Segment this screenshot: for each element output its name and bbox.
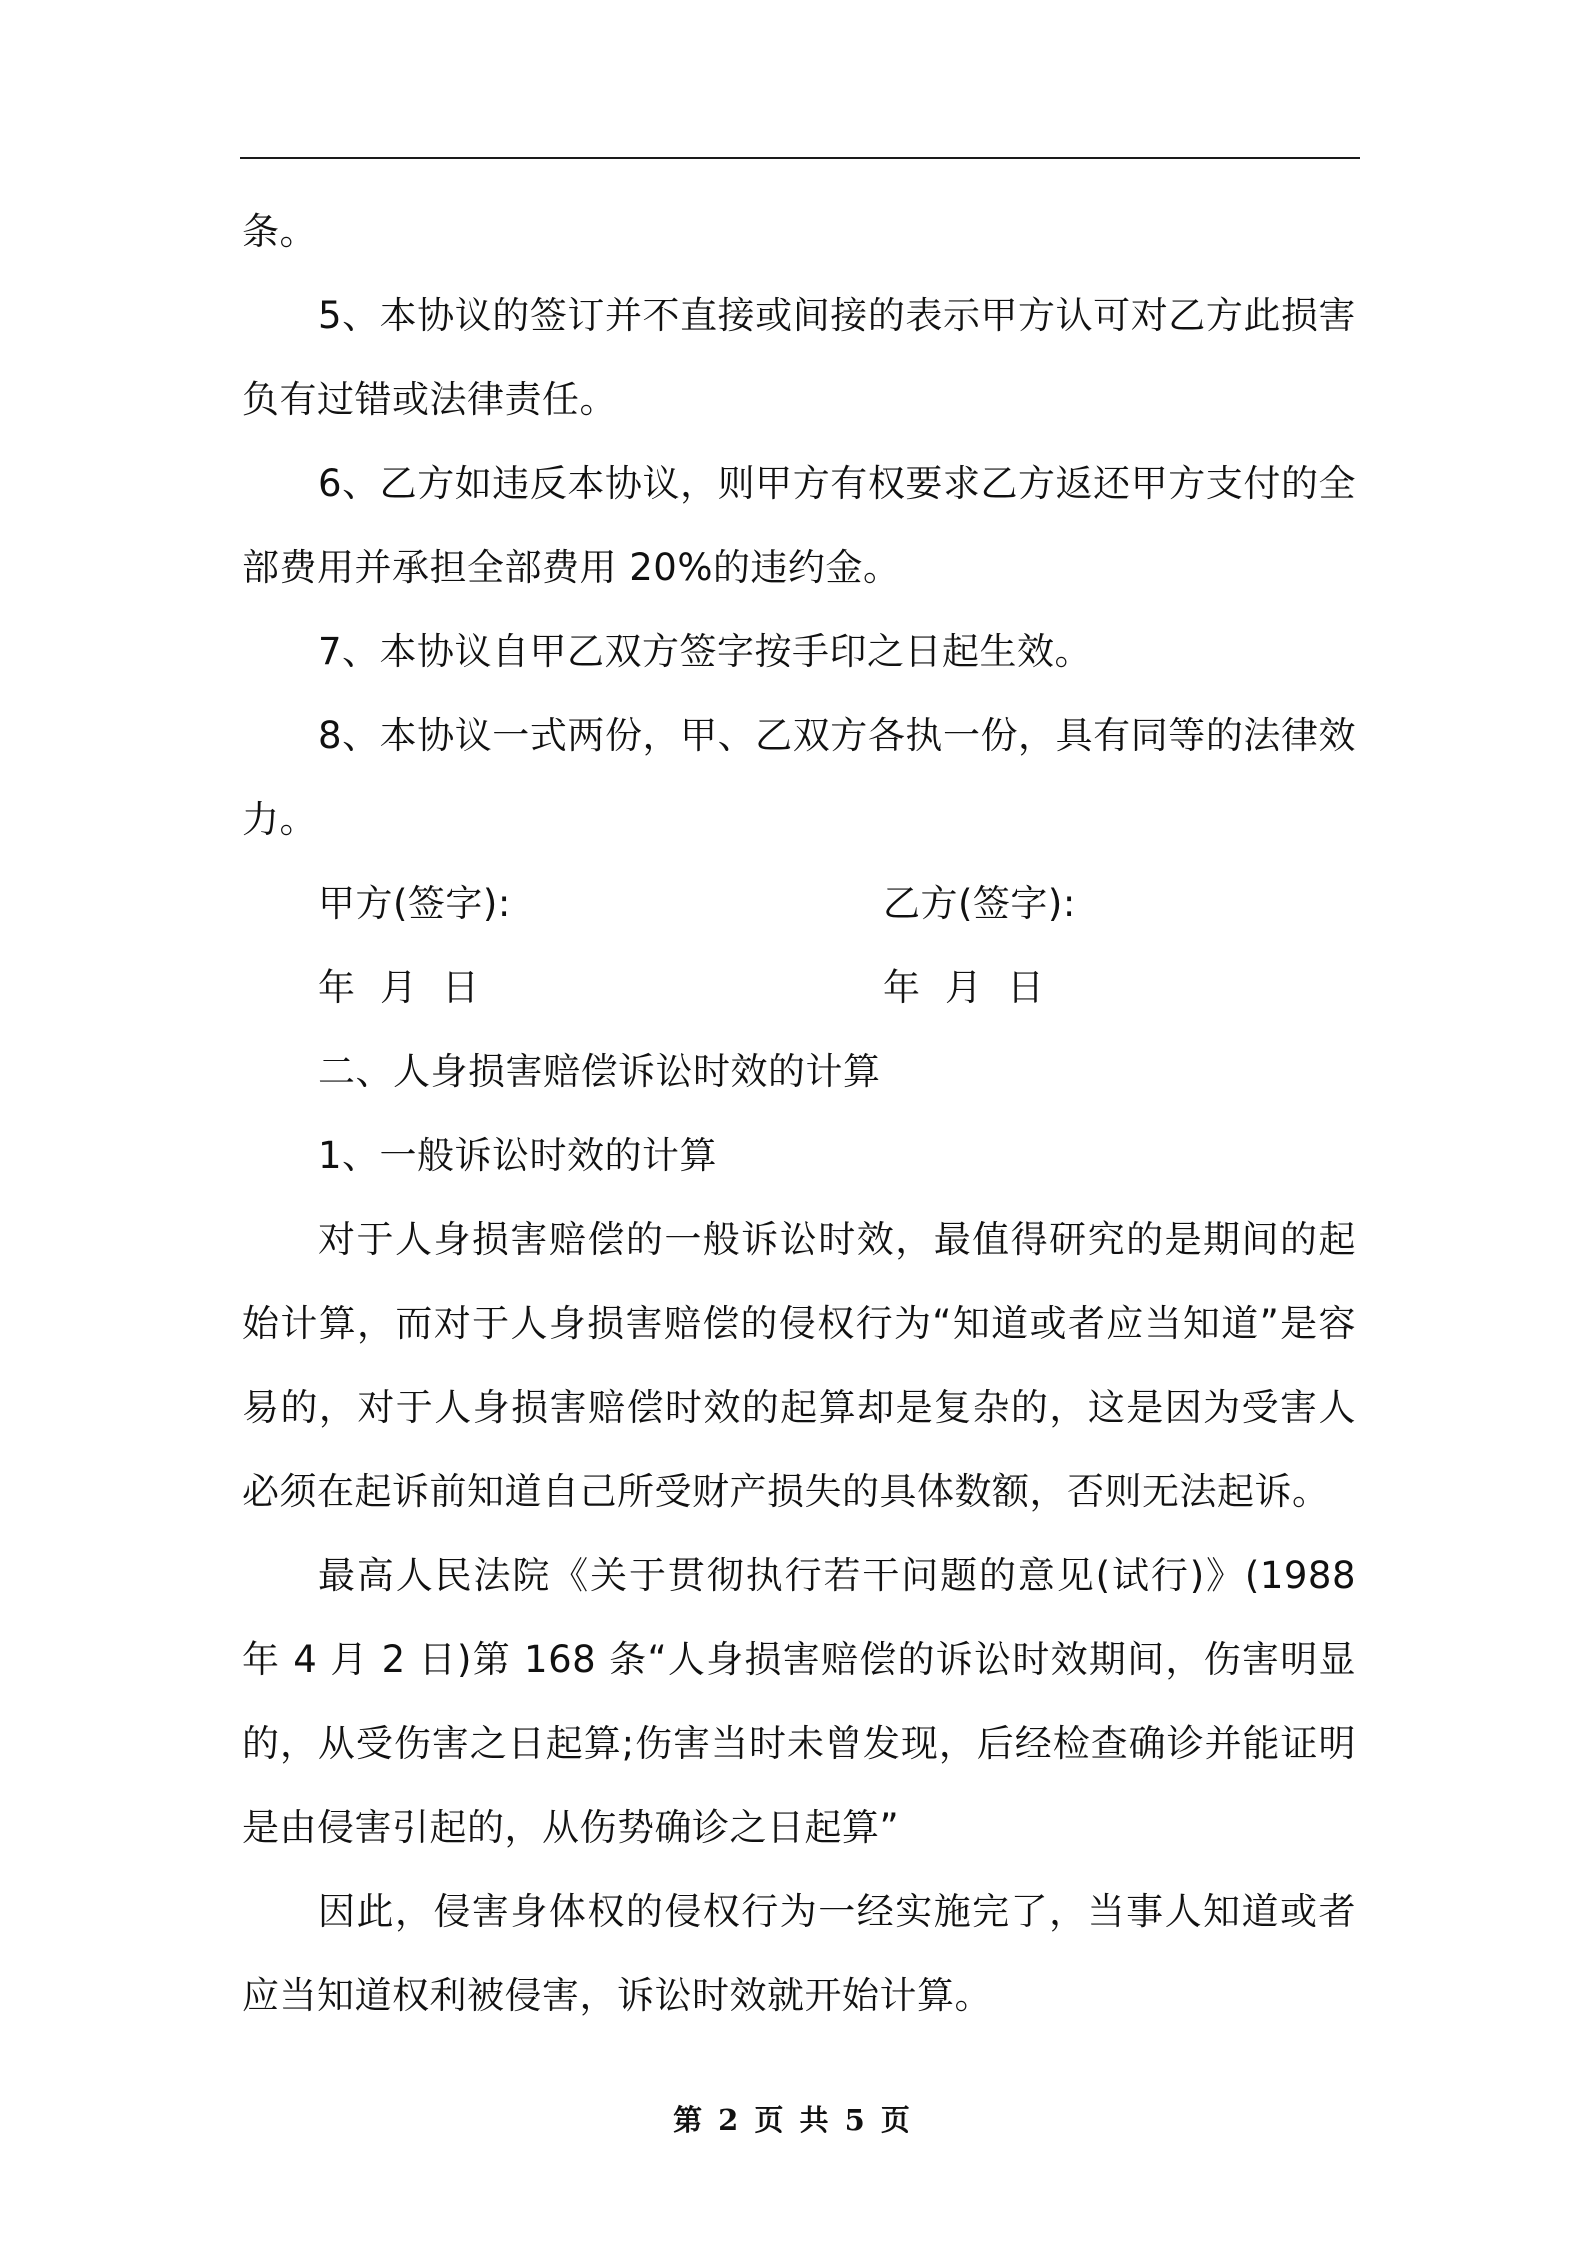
document-body [242,190,1356,2038]
header-rule [240,157,1360,159]
party-a-signature-label: 甲方(签字): [318,882,511,925]
paragraph-conclusion: 因此，侵害身体权的侵权行为一经实施完了，当事人知道或者应当知道权利被侵害，诉讼时效就开始计算。 [242,1890,1356,2017]
subsection-heading: 1、一般诉讼时效的计算 [318,1134,718,1177]
paragraph-general-limitation: 对于人身损害赔偿的一般诉讼时效，最值得研究的是期间的起始计算，而对于人身损害赔偿的侵权行为“知道或者应当知道”是容易的，对于人身损害赔偿时效的起算却是复杂的，这是因为受害人必须在起诉前知道自己所受财产损失的具体数额，否则无法起诉。 [242,1218,1356,1513]
clause-6: 6、乙方如违反本协议，则甲方有权要求乙方返还甲方支付的全部费用并承担全部费用 20%的违约金。 [242,462,1356,589]
continued-text: 条。 [242,210,317,253]
party-a-date: 年 月 日 [318,966,480,1009]
date-row [242,946,1356,1030]
clause-7: 7、本协议自甲乙双方签字按手印之日起生效。 [318,630,1093,673]
party-b-date: 年 月 日 [883,966,1045,1009]
page-number-footer: 第 2 页 共 5 页 [673,2103,913,2137]
signature-row [242,862,1356,946]
clause-8: 8、本协议一式两份，甲、乙双方各执一份，具有同等的法律效力。 [242,714,1356,841]
party-b-signature-label: 乙方(签字): [883,882,1076,925]
paragraph-supreme-court-opinion: 最高人民法院《关于贯彻执行若干问题的意见(试行)》(1988 年 4 月 2 日)第 168 条“人身损害赔偿的诉讼时效期间，伤害明显的，从受伤害之日起算;伤害当时未曾发现，后经检查确诊并能证明是由侵害引起的，从伤势确诊之日起算” [242,1554,1356,1849]
clause-5: 5、本协议的签订并不直接或间接的表示甲方认可对乙方此损害负有过错或法律责任。 [242,294,1356,421]
section-heading: 二、人身损害赔偿诉讼时效的计算 [318,1050,881,1093]
